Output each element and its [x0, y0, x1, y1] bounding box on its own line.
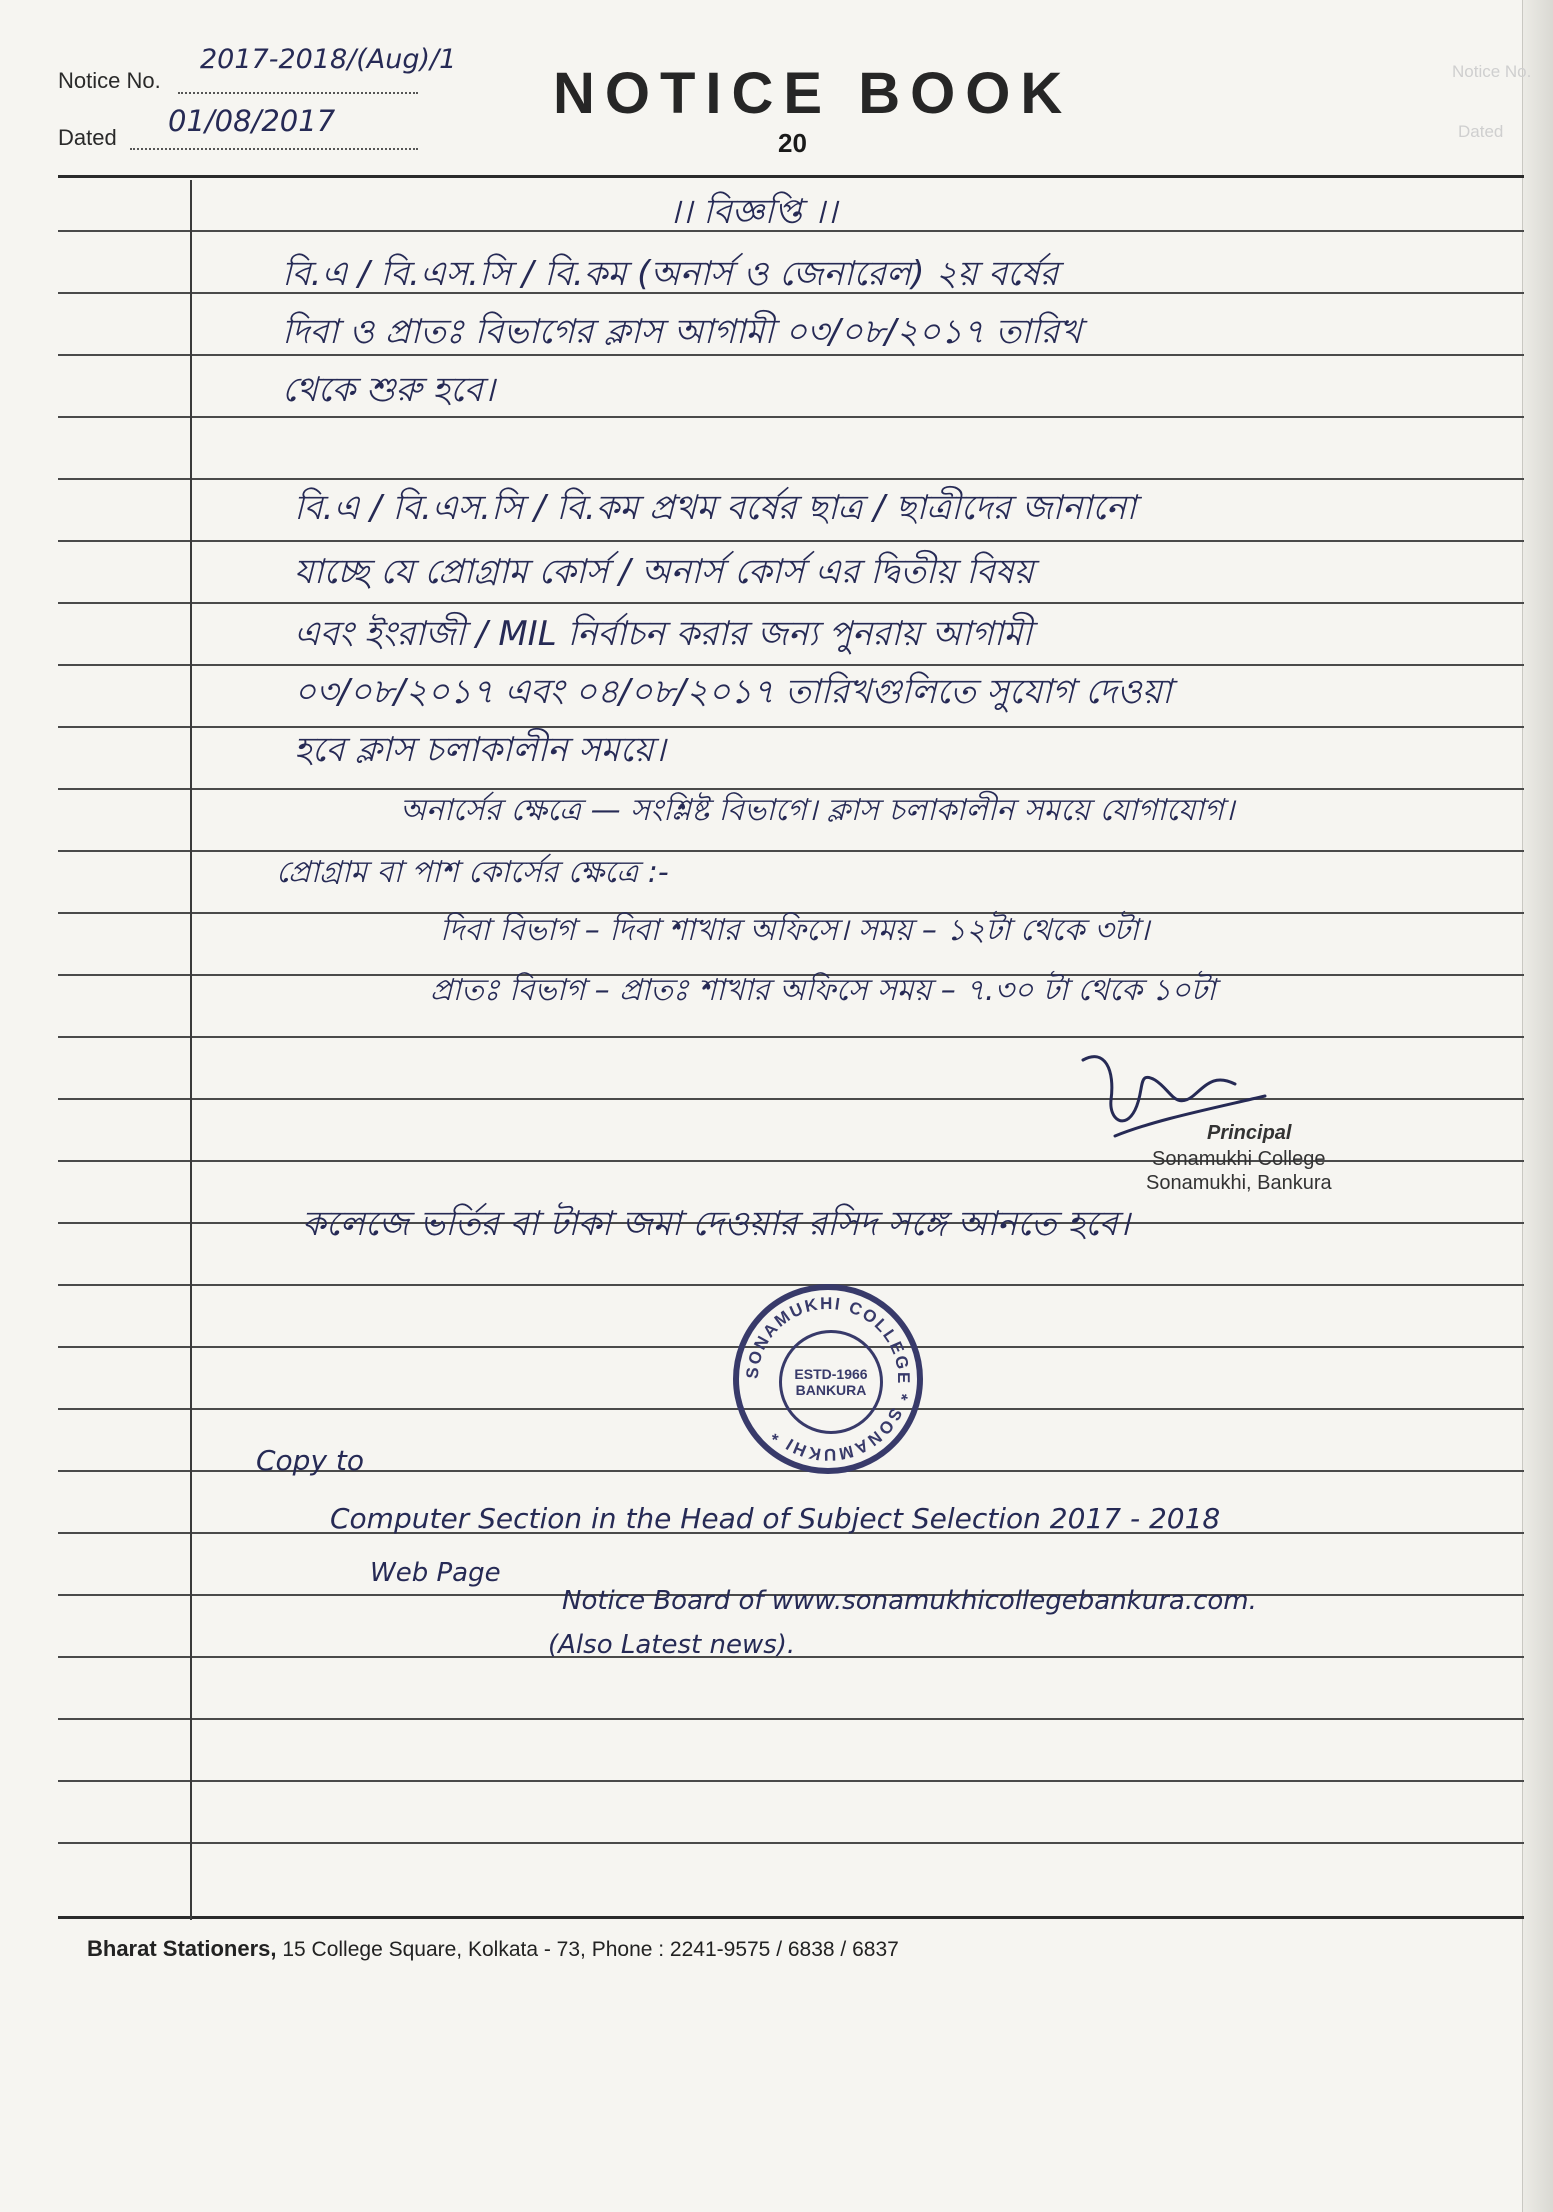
- notice-number-value: 2017-2018/(Aug)/1: [200, 44, 457, 75]
- dated-dots: [130, 148, 418, 150]
- page-number: 20: [778, 128, 807, 158]
- para2-line5: হবে ক্লাস চলাকালীন সময়ে।: [294, 730, 666, 770]
- copy-latest-news: (Also Latest news).: [548, 1630, 796, 1660]
- fee-receipt-line: কলেজে ভর্তির বা টাকা জমা দেওয়ার রসিদ সঙ্গে আনতে হবে।: [302, 1204, 1130, 1244]
- para2-line2: যাচ্ছে যে প্রোগ্রাম কোর্স / অনার্স কোর্স এর দ্বিতীয় বিষয়: [294, 552, 1034, 592]
- notice-heading: ।। বিজ্ঞপ্তি ।।: [668, 192, 838, 232]
- printer-address: 15 College Square, Kolkata - 73, Phone : 2241-9575 / 6838 / 6837: [282, 1938, 899, 1961]
- ghost-dated-label: Dated: [1458, 122, 1504, 141]
- ghost-notice-label: Notice No.: [1452, 62, 1532, 81]
- para1-line3: থেকে শুরু হবে।: [282, 370, 495, 410]
- notice-number-dots: [178, 92, 418, 94]
- seal-estd: ESTD-1966: [794, 1366, 868, 1382]
- para1-line2: দিবা ও প্রাতঃ বিভাগের ক্লাস আগামী ০৩/০৮/২০১৭ তারিখ: [282, 312, 1082, 352]
- program-course-line: প্রোগ্রাম বা পাশ কোর্সের ক্ষেত্রে :-: [276, 855, 669, 890]
- dated-label: Dated: [58, 125, 117, 150]
- ruled-line: [58, 1036, 1524, 1038]
- ruled-line: [58, 1916, 1524, 1919]
- seal-place: BANKURA: [795, 1382, 867, 1398]
- copy-web-page: Web Page: [370, 1558, 501, 1588]
- seal-center: [779, 1330, 883, 1434]
- morning-section-line: প্রাতঃ বিভাগ – প্রাতঃ শাখার অফিসে সময় – ৭.৩০ টা থেকে ১০টা: [430, 973, 1216, 1008]
- ruled-line: [58, 1780, 1524, 1782]
- copy-computer-section: Computer Section in the Head of Subject Selection 2017 - 2018: [330, 1502, 1221, 1535]
- para2-line4: ০৩/০৮/২০১৭ এবং ০৪/০৮/২০১৭ তারিখগুলিতে সুযোগ দেওয়া: [294, 672, 1172, 712]
- svg-text:SONAMUKHI COLLEGE * SONAMUKHI: SONAMUKHI COLLEGE * SONAMUKHI *: [742, 1293, 914, 1465]
- ruled-line: [58, 1098, 1524, 1100]
- signature-college: Sonamukhi College: [1152, 1148, 1326, 1170]
- para2-line3: এবং ইংরাজী / MIL নির্বাচন করার জন্য পুনরায় আগামী: [294, 614, 1033, 654]
- notice-number-label: Notice No.: [58, 68, 161, 93]
- day-section-line: দিবা বিভাগ – দিবা শাখার অফিসে। সময় – ১২টা থেকে ৩টা।: [440, 913, 1150, 948]
- copy-notice-board: Notice Board of www.sonamukhicollegebankura.com.: [562, 1586, 1257, 1616]
- ruled-line: [58, 478, 1524, 480]
- college-seal: [733, 1284, 923, 1474]
- margin-line: [190, 180, 192, 1920]
- ruled-line: [58, 416, 1524, 418]
- printer-name: Bharat Stationers,: [87, 1936, 277, 1961]
- signature-place: Sonamukhi, Bankura: [1146, 1172, 1332, 1194]
- copy-to-label: Copy to: [256, 1444, 365, 1477]
- next-page-edge: [1522, 0, 1553, 2212]
- signature-designation: Principal: [1207, 1122, 1292, 1144]
- page-title: NOTICE BOOK: [553, 61, 1073, 126]
- ruled-line: [58, 540, 1524, 542]
- dated-value: 01/08/2017: [168, 104, 336, 138]
- para2-line1: বি.এ / বি.এস.সি / বি.কম প্রথম বর্ষের ছাত্র / ছাত্রীদের জানানো: [294, 488, 1137, 528]
- honours-line: অনার্সের ক্ষেত্রে — সংশ্লিষ্ট বিভাগে। ক্লাস চলাকালীন সময়ে যোগাযোগ।: [400, 793, 1235, 828]
- ruled-line: [58, 726, 1524, 728]
- para1-line1: বি.এ / বি.এস.সি / বি.কম (অনার্স ও জেনারেল) ২য় বর্ষের: [282, 254, 1059, 294]
- ruled-line: [58, 1718, 1524, 1720]
- ruled-line: [58, 1284, 1524, 1286]
- ruled-line: [58, 175, 1524, 178]
- printer-footer: [87, 1936, 899, 1962]
- ruled-line: [58, 1842, 1524, 1844]
